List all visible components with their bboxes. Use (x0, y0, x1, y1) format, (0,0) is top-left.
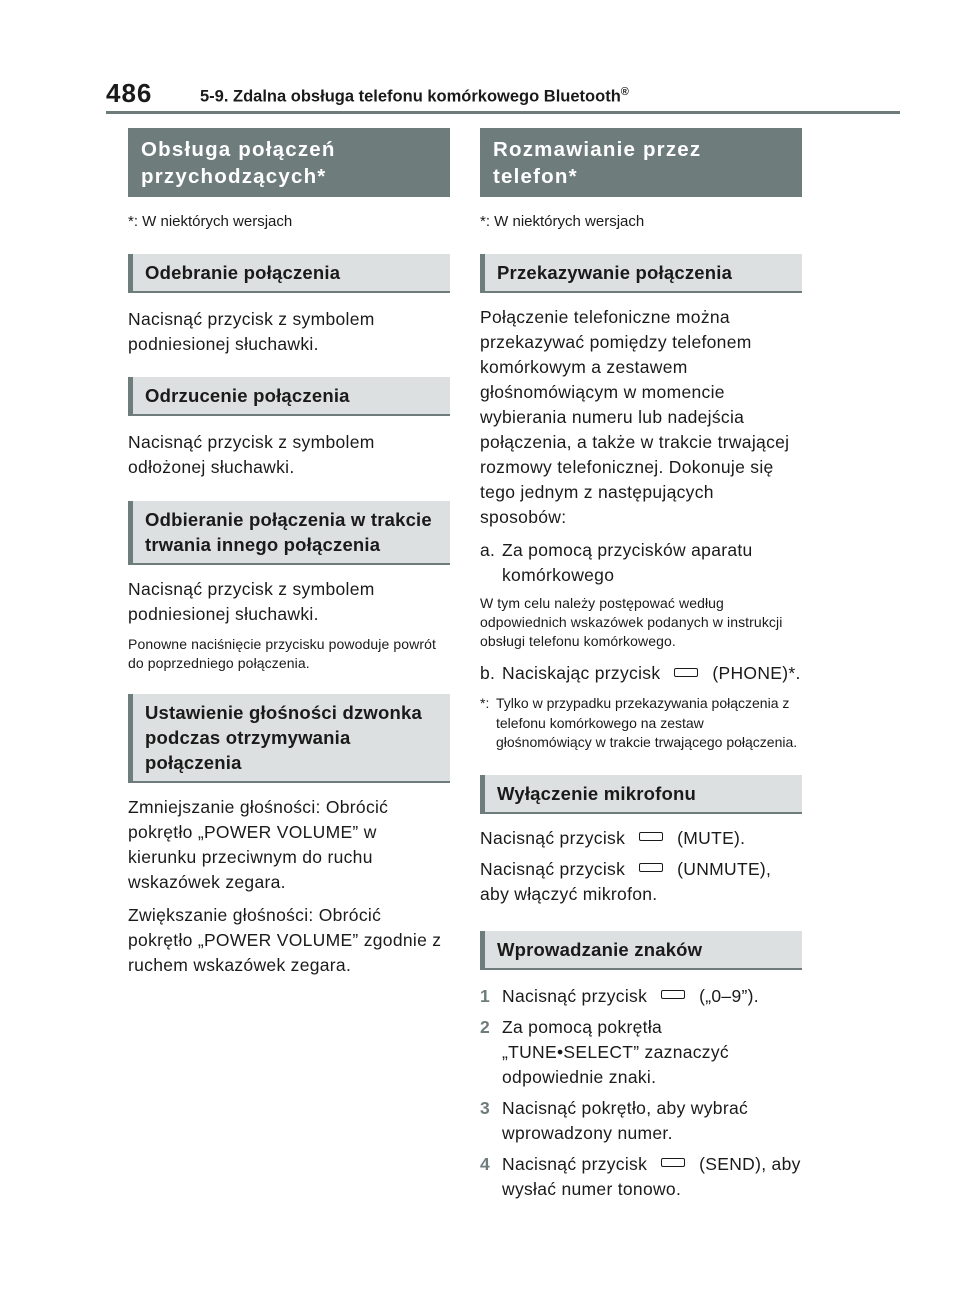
unmute-pre: Nacisnąć przycisk (480, 858, 626, 879)
option-a-text: Za pomocą przycisków aparatu komórkowego (502, 540, 753, 585)
step-text (502, 984, 802, 1009)
footnote-text: Tylko w przypadku przekazywania połączenia z telefonu komórkowego na zestaw głośnomówiący w trakcie trwającego połączenia. (496, 695, 798, 750)
unmute-text (480, 857, 802, 907)
left-column (128, 128, 450, 978)
answer-call-text: Nacisnąć przycisk z symbolem podniesionej słuchawki. (128, 309, 375, 354)
subheading-call-waiting: Odbieranie połączenia w trakcie trwania innego połączenia (128, 501, 450, 565)
registered-mark: ® (620, 86, 629, 98)
page-number: 486 (106, 78, 153, 108)
header-rule (106, 111, 900, 114)
section-banner-incoming-calls: Obsługa połączeń przychodzących* (128, 128, 450, 197)
mute-button-icon (639, 832, 663, 841)
option-b-text (502, 661, 801, 686)
running-title-text: 5-9. Zdalna obsługa telefonu komórkowego Bluetooth (200, 87, 621, 106)
variant-note: *: W niektórych wersjach (480, 213, 645, 230)
unmute-post: (UNMUTE), aby włączyć mikrofon. (480, 858, 772, 904)
option-b-label: b. (480, 663, 496, 683)
variant-note: *: W niektórych wersjach (128, 213, 293, 230)
step-number: 3 (480, 1097, 491, 1118)
option-b (480, 661, 802, 686)
step-3 (480, 1096, 802, 1146)
reject-call-text: Nacisnąć przycisk z symbolem odłożonej słuchawki. (128, 432, 375, 477)
call-waiting-text: Nacisnąć przycisk z symbolem podniesionej słuchawki. (128, 579, 375, 624)
page-header (106, 78, 900, 112)
step-4 (480, 1152, 802, 1202)
step-number: 1 (480, 985, 491, 1006)
section-banner-talking: Rozmawianie przez telefon* (480, 128, 802, 197)
mute-post: (MUTE). (677, 827, 746, 848)
step-4-pre: Nacisnąć przycisk (502, 1153, 648, 1174)
volume-increase-text: Zwiększanie głośności: Obrócić pokrętło „POWER VOLUME” zgodnie z ruchem wskazówek zegara. (128, 905, 442, 975)
footnote (480, 694, 802, 753)
option-a-note: W tym celu należy postępować według odpowiednich wskazówek podanych w instrukcji obsługi telefonu komórkowego. (480, 595, 783, 649)
step-2 (480, 1015, 802, 1090)
subheading-answer-call: Odebranie połączenia (128, 254, 450, 293)
right-column (480, 128, 802, 1202)
subheading-call-transfer: Przekazywanie połączenia (480, 254, 802, 293)
subheading-character-input: Wprowadzanie znaków (480, 931, 802, 970)
mute-pre: Nacisnąć przycisk (480, 827, 626, 848)
step-1 (480, 984, 802, 1009)
step-text: Nacisnąć pokrętło, aby wybrać wprowadzony numer. (502, 1097, 749, 1143)
option-b-pre: Naciskając przycisk (502, 663, 661, 683)
subheading-mute: Wyłączenie mikrofonu (480, 775, 802, 814)
call-transfer-text: Połączenie telefoniczne można przekazywać pomiędzy telefonem komórkowym a zestawem głośnomówiącym w momencie wybierania numeru lub nadejścia połączenia, a także w trakcie trwającej rozmowy telefonicznej. Dokonuje się tego jednym z następujących sposobów: (480, 307, 790, 527)
volume-decrease-text: Zmniejszanie głośności: Obrócić pokrętło „POWER VOLUME” w kierunku przeciwnym do ruchu wskazówek zegara. (128, 797, 389, 892)
step-text (502, 1152, 802, 1202)
footnote-mark: *: (480, 695, 490, 711)
option-b-post: (PHONE)*. (712, 663, 801, 683)
step-4-post: (SEND), aby wysłać numer tonowo. (502, 1153, 801, 1199)
step-1-post: („0–9”). (699, 985, 759, 1006)
option-a (480, 538, 802, 588)
subheading-ring-volume: Ustawienie głośności dzwonka podczas otrzymywania połączenia (128, 694, 450, 783)
phone-button-icon (674, 668, 698, 677)
send-button-icon (661, 1158, 685, 1167)
step-number: 2 (480, 1016, 491, 1037)
option-a-label: a. (480, 540, 496, 560)
mute-text (480, 826, 802, 851)
step-text: Za pomocą pokrętła „TUNE•SELECT” zaznaczyć odpowiednie znaki. (502, 1016, 729, 1087)
step-1-pre: Nacisnąć przycisk (502, 985, 648, 1006)
subheading-reject-call: Odrzucenie połączenia (128, 377, 450, 416)
step-number: 4 (480, 1153, 491, 1174)
call-waiting-note: Ponowne naciśnięcie przycisku powoduje powrót do poprzedniego połączenia. (128, 636, 437, 671)
running-title (200, 86, 629, 107)
digits-button-icon (661, 990, 685, 999)
unmute-button-icon (639, 863, 663, 872)
